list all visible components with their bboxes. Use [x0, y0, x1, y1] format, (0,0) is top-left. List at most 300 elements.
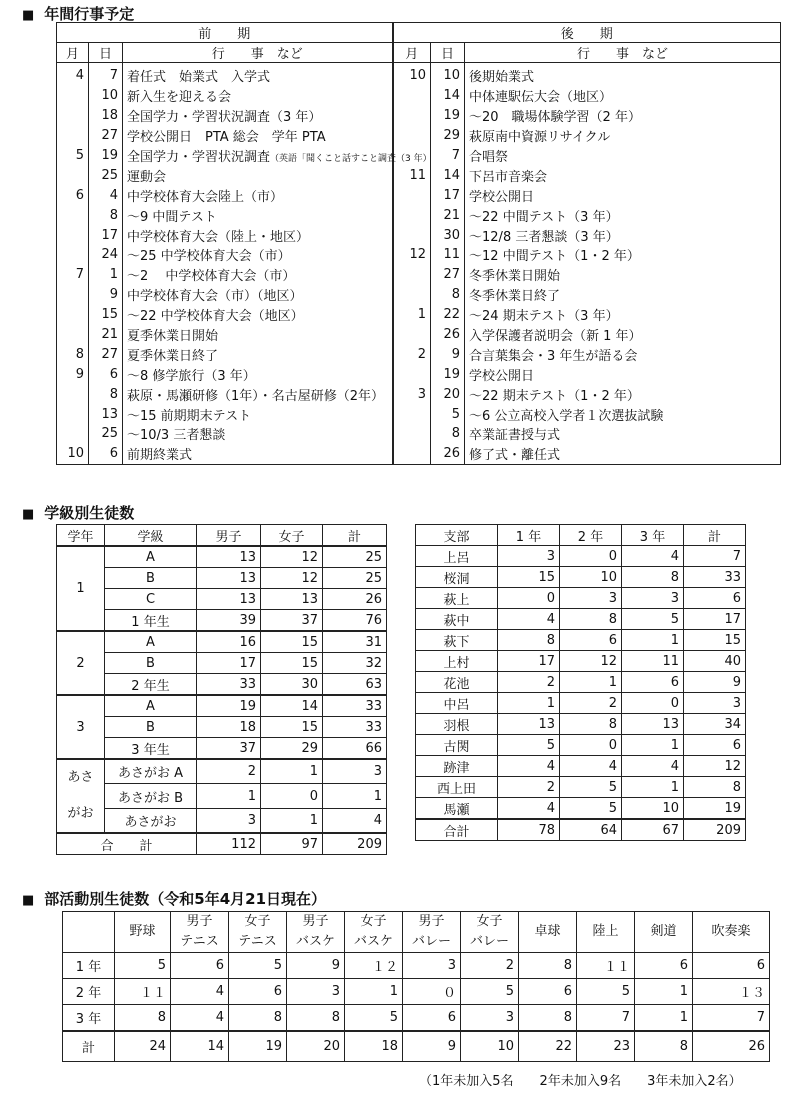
event-text: 中学校体育大会（市）（地区）: [127, 289, 303, 305]
sum-count: 25: [323, 546, 387, 568]
month-cell: [393, 285, 431, 305]
club-count: 8: [287, 1005, 345, 1032]
event-cell: [123, 384, 393, 404]
club-count: １３: [693, 979, 770, 1005]
class-name-cell: あさがお A: [105, 759, 197, 784]
event-text: ～25 中学校体育大会（市）: [127, 249, 291, 265]
grade-label-top: あさ: [67, 770, 94, 785]
month-cell: [57, 126, 89, 146]
district-header-row: [416, 525, 746, 546]
day-cell: 27: [89, 126, 123, 146]
sum-count: 33: [323, 717, 387, 738]
schedule-row: [57, 225, 781, 245]
column-header: 1 年: [498, 525, 560, 546]
district-total-row: [416, 819, 746, 841]
district-count: 1: [622, 630, 684, 651]
district-count: 8: [498, 630, 560, 651]
district-row: [416, 798, 746, 820]
club-table: [62, 911, 770, 1062]
sum-count: 25: [323, 568, 387, 589]
column-header: 支部: [416, 525, 498, 546]
total-label: 合 計: [57, 833, 197, 855]
schedule-table: [56, 22, 781, 465]
class-name-cell: あさがお B: [105, 784, 197, 808]
class-name-cell: 1 年生: [105, 610, 197, 632]
club-count: 7: [693, 1005, 770, 1032]
event-text: 夏季休業日開始: [127, 329, 219, 345]
event-cell: 卒業証書授与式: [465, 424, 781, 444]
day-cell: 8: [431, 424, 465, 444]
day-cell: 9: [89, 285, 123, 305]
second-half-header: 後 期: [393, 23, 781, 43]
club-count: 1: [635, 979, 693, 1005]
event-cell: [123, 245, 393, 265]
sum-count: 26: [323, 589, 387, 610]
club-count: 1: [635, 1005, 693, 1032]
district-count: 6: [684, 735, 746, 756]
event-text: 新入生を迎える会: [127, 90, 232, 106]
district-count: 1: [498, 693, 560, 714]
column-header: 計: [684, 525, 746, 546]
event-text: 萩原・馬瀬研修（1年）・名古屋研修（2年）: [127, 388, 385, 404]
month-cell: 8: [57, 344, 89, 364]
schedule-row: [57, 245, 781, 265]
event-cell: 修了式・離任式: [465, 444, 781, 464]
event-cell: [123, 364, 393, 384]
col-day: 日: [89, 43, 123, 63]
month-cell: [393, 225, 431, 245]
sum-count: 66: [323, 738, 387, 760]
schedule-row: [57, 444, 781, 464]
schedule-row: [57, 344, 781, 364]
total-female: 97: [261, 833, 323, 855]
event-cell: [123, 344, 393, 364]
grade-label-bottom: がお: [67, 806, 94, 821]
day-cell: 8: [89, 205, 123, 225]
district-name: 跡津: [416, 756, 498, 777]
schedule-period-row: [57, 23, 781, 43]
club-count: 4: [171, 979, 229, 1005]
female-count: 12: [261, 546, 323, 568]
club-count: 8: [115, 1005, 171, 1032]
day-cell: 4: [89, 185, 123, 205]
district-count: 6: [684, 588, 746, 609]
class-row: [57, 610, 387, 632]
club-count: 5: [229, 953, 287, 979]
month-cell: [393, 364, 431, 384]
district-name: 萩下: [416, 630, 498, 651]
day-cell: 6: [89, 364, 123, 384]
class-row: [57, 674, 387, 696]
district-count: 4: [498, 609, 560, 630]
sum-count: 3: [323, 759, 387, 784]
month-cell: [393, 424, 431, 444]
class-row: [57, 784, 387, 808]
district-name: 古関: [416, 735, 498, 756]
event-cell: 中体連駅伝大会（地区）: [465, 86, 781, 106]
classes-title: ■ 学級別生徒数: [22, 502, 134, 523]
female-count: 37: [261, 610, 323, 632]
sum-count: 1: [323, 784, 387, 808]
club-header: [635, 912, 693, 953]
club-total-row: [63, 1031, 770, 1062]
district-count: 3: [684, 693, 746, 714]
class-total-row: [57, 833, 387, 855]
club-count: 5: [345, 1005, 403, 1032]
month-cell: 7: [57, 265, 89, 285]
event-cell: ～22 期末テスト（1・2 年）: [465, 384, 781, 404]
month-cell: [57, 205, 89, 225]
class-name-cell: B: [105, 717, 197, 738]
female-count: 30: [261, 674, 323, 696]
club-header: [519, 912, 577, 953]
class-row: [57, 808, 387, 833]
total-count: 18: [345, 1031, 403, 1062]
club-header-row: [63, 912, 770, 953]
club-header: [403, 912, 461, 953]
day-cell: 19: [431, 364, 465, 384]
event-cell: 学校公開日: [465, 364, 781, 384]
district-count: 3: [622, 588, 684, 609]
event-cell: ～22 中間テスト（3 年）: [465, 205, 781, 225]
district-name: 西上田: [416, 777, 498, 798]
total-sum: 209: [323, 833, 387, 855]
class-row: [57, 546, 387, 568]
district-count: 5: [560, 777, 622, 798]
club-count: 6: [403, 1005, 461, 1032]
district-row: [416, 693, 746, 714]
district-name: 羽根: [416, 714, 498, 735]
column-header: 2 年: [560, 525, 622, 546]
event-cell: ～24 期末テスト（3 年）: [465, 305, 781, 325]
club-count: 6: [635, 953, 693, 979]
female-count: 0: [261, 784, 323, 808]
class-row: [57, 695, 387, 717]
club-count: 3: [403, 953, 461, 979]
female-count: 15: [261, 717, 323, 738]
month-cell: [57, 285, 89, 305]
month-cell: 1: [393, 305, 431, 325]
event-cell: [123, 146, 432, 166]
district-count: 5: [622, 609, 684, 630]
grade-cell: 3: [57, 695, 105, 759]
day-cell: 29: [431, 126, 465, 146]
event-text: 着任式 始業式 入学式: [127, 70, 271, 86]
month-cell: 10: [57, 444, 89, 464]
district-count: 0: [498, 588, 560, 609]
event-cell: 萩原南中資源リサイクル: [465, 126, 781, 146]
club-row: [63, 953, 770, 979]
district-count: 1: [622, 735, 684, 756]
district-row: [416, 651, 746, 672]
district-count: 1: [560, 672, 622, 693]
event-cell: [123, 86, 393, 106]
total-count: 67: [622, 819, 684, 841]
club-header-line1: 女子: [244, 914, 271, 929]
club-header-line2: テニス: [238, 934, 277, 949]
club-header: [287, 912, 345, 953]
column-header: 計: [323, 525, 387, 547]
club-count: 1: [345, 979, 403, 1005]
month-cell: [57, 245, 89, 265]
total-count: 8: [635, 1031, 693, 1062]
month-cell: [393, 86, 431, 106]
column-header: 学年: [57, 525, 105, 547]
class-name-cell: B: [105, 568, 197, 589]
district-row: [416, 756, 746, 777]
day-cell: 8: [89, 384, 123, 404]
class-row: [57, 717, 387, 738]
grade-cell: 1: [57, 546, 105, 631]
club-header-line1: 男子: [186, 914, 213, 929]
class-row: [57, 568, 387, 589]
total-count: 64: [560, 819, 622, 841]
male-count: 13: [197, 568, 261, 589]
event-text: ～10/3 三者懇談: [127, 428, 226, 444]
day-cell: 13: [89, 404, 123, 424]
male-count: 3: [197, 808, 261, 833]
club-count: 6: [229, 979, 287, 1005]
total-count: 14: [171, 1031, 229, 1062]
month-cell: 3: [393, 384, 431, 404]
schedule-row: [57, 265, 781, 285]
district-count: 3: [498, 546, 560, 567]
schedule-column-row: [57, 43, 781, 63]
month-cell: [393, 126, 431, 146]
day-cell: 7: [431, 146, 465, 166]
first-half-header: 前 期: [57, 23, 393, 43]
month-cell: 11: [393, 165, 431, 185]
district-count: 9: [684, 672, 746, 693]
male-count: 18: [197, 717, 261, 738]
club-count: 8: [519, 953, 577, 979]
event-cell: 冬季休業日終了: [465, 285, 781, 305]
club-header-line1: 卓球: [534, 924, 561, 939]
club-row: [63, 979, 770, 1005]
schedule-row: [57, 106, 781, 126]
class-name-cell: B: [105, 653, 197, 674]
event-cell: [123, 305, 393, 325]
total-count: 24: [115, 1031, 171, 1062]
event-cell: 合言葉集会・3 年生が語る会: [465, 344, 781, 364]
female-count: 13: [261, 589, 323, 610]
club-count: 6: [519, 979, 577, 1005]
total-count: 78: [498, 819, 560, 841]
class-row: [57, 589, 387, 610]
month-cell: [57, 165, 89, 185]
month-cell: 4: [57, 63, 89, 86]
month-cell: [393, 205, 431, 225]
month-cell: [393, 444, 431, 464]
club-header: [577, 912, 635, 953]
event-text: 全国学力・学習状況調査（3 年）: [127, 110, 322, 126]
district-count: 4: [622, 546, 684, 567]
district-table: [415, 524, 746, 841]
sum-count: 32: [323, 653, 387, 674]
unaffiliated-note: （1年未加入5名 2年未加入9名 3年未加入2名）: [419, 1074, 742, 1089]
club-count: １１: [115, 979, 171, 1005]
district-count: 4: [622, 756, 684, 777]
female-count: 1: [261, 759, 323, 784]
club-count: 6: [693, 953, 770, 979]
district-count: 1: [622, 777, 684, 798]
schedule-row: [57, 325, 781, 345]
schedule-row: [57, 285, 781, 305]
sum-count: 33: [323, 695, 387, 717]
day-cell: 26: [431, 444, 465, 464]
day-cell: 7: [89, 63, 123, 86]
day-cell: 21: [431, 205, 465, 225]
month-cell: [393, 325, 431, 345]
district-count: 19: [684, 798, 746, 820]
event-text: 夏季休業日終了: [127, 348, 219, 364]
sum-count: 31: [323, 631, 387, 653]
district-count: 15: [498, 567, 560, 588]
column-header: 女子: [261, 525, 323, 547]
district-row: [416, 630, 746, 651]
class-name-cell: あさがお: [105, 808, 197, 833]
female-count: 29: [261, 738, 323, 760]
female-count: 14: [261, 695, 323, 717]
club-header-line2: バレー: [469, 934, 509, 949]
district-count: 33: [684, 567, 746, 588]
class-name-cell: A: [105, 695, 197, 717]
district-count: 0: [560, 735, 622, 756]
total-count: 26: [693, 1031, 770, 1062]
district-count: 40: [684, 651, 746, 672]
district-name: 馬瀬: [416, 798, 498, 820]
event-cell: 後期始業式: [465, 63, 781, 86]
day-cell: 27: [431, 265, 465, 285]
grade-label: 1 年: [63, 953, 115, 979]
district-name: 桜洞: [416, 567, 498, 588]
district-row: [416, 777, 746, 798]
district-count: 7: [684, 546, 746, 567]
district-row: [416, 735, 746, 756]
sum-count: 76: [323, 610, 387, 632]
col-events: 行 事 など: [465, 43, 781, 63]
event-cell: [123, 126, 393, 146]
club-header: [345, 912, 403, 953]
club-count: 9: [287, 953, 345, 979]
district-count: 2: [560, 693, 622, 714]
event-text: 学校公開日 PTA 総会 学年 PTA: [127, 130, 326, 146]
district-row: [416, 714, 746, 735]
month-cell: [393, 185, 431, 205]
club-header: [229, 912, 287, 953]
event-text: 運動会: [127, 169, 167, 185]
day-cell: 1: [89, 265, 123, 285]
male-count: 39: [197, 610, 261, 632]
club-header-line1: 吹奏楽: [711, 924, 751, 939]
club-header: [693, 912, 770, 953]
day-cell: 21: [89, 325, 123, 345]
total-label: 計: [63, 1031, 115, 1062]
month-cell: [393, 404, 431, 424]
event-cell: [123, 205, 393, 225]
day-cell: 17: [431, 185, 465, 205]
total-count: 23: [577, 1031, 635, 1062]
event-cell: [123, 165, 393, 185]
col-day: 日: [431, 43, 465, 63]
class-row: [57, 759, 387, 784]
day-cell: 19: [431, 106, 465, 126]
club-header-line1: 女子: [476, 914, 503, 929]
day-cell: 17: [89, 225, 123, 245]
total-count: 209: [684, 819, 746, 841]
day-cell: 6: [89, 444, 123, 464]
day-cell: 30: [431, 225, 465, 245]
district-count: 0: [560, 546, 622, 567]
event-text: 中学校体育大会陸上（市）: [127, 189, 284, 205]
corner-cell: [63, 912, 115, 953]
event-text: ～8 修学旅行（3 年）: [127, 368, 256, 384]
day-cell: 10: [89, 86, 123, 106]
male-count: 19: [197, 695, 261, 717]
grade-cell: 2: [57, 631, 105, 695]
grade-label: 3 年: [63, 1005, 115, 1032]
male-count: 13: [197, 589, 261, 610]
day-cell: 22: [431, 305, 465, 325]
sum-count: 4: [323, 808, 387, 833]
event-text: 全国学力・学習状況調査: [127, 150, 271, 165]
district-count: 13: [622, 714, 684, 735]
district-row: [416, 588, 746, 609]
club-count: 3: [287, 979, 345, 1005]
col-month: 月: [393, 43, 431, 63]
month-cell: [57, 305, 89, 325]
club-row: [63, 1005, 770, 1032]
district-count: 11: [622, 651, 684, 672]
district-count: 12: [560, 651, 622, 672]
event-cell: [123, 424, 393, 444]
class-name-cell: A: [105, 546, 197, 568]
district-count: 6: [622, 672, 684, 693]
month-cell: [57, 424, 89, 444]
district-count: 13: [498, 714, 560, 735]
total-count: 22: [519, 1031, 577, 1062]
total-count: 19: [229, 1031, 287, 1062]
district-name: 上村: [416, 651, 498, 672]
event-cell: [123, 325, 393, 345]
club-header-line2: テニス: [180, 934, 219, 949]
sum-count: 63: [323, 674, 387, 696]
day-cell: 15: [89, 305, 123, 325]
month-cell: [57, 384, 89, 404]
day-cell: 24: [89, 245, 123, 265]
female-count: 1: [261, 808, 323, 833]
day-cell: 8: [431, 285, 465, 305]
day-cell: 14: [431, 86, 465, 106]
class-table: [56, 524, 387, 855]
club-header-line1: 男子: [302, 914, 329, 929]
day-cell: 20: [431, 384, 465, 404]
club-header-line1: 陸上: [592, 924, 619, 939]
event-cell: ～12 中間テスト（1・2 年）: [465, 245, 781, 265]
month-cell: 10: [393, 63, 431, 86]
club-header: [171, 912, 229, 953]
district-count: 15: [684, 630, 746, 651]
schedule-row: [57, 165, 781, 185]
district-count: 8: [622, 567, 684, 588]
district-count: 17: [498, 651, 560, 672]
event-cell: ～6 公立高校入学者１次選抜試験: [465, 404, 781, 424]
event-cell: 入学保護者説明会（新 1 年）: [465, 325, 781, 345]
club-count: 2: [461, 953, 519, 979]
district-row: [416, 672, 746, 693]
district-count: 10: [560, 567, 622, 588]
club-header-line2: バスケ: [353, 934, 393, 949]
